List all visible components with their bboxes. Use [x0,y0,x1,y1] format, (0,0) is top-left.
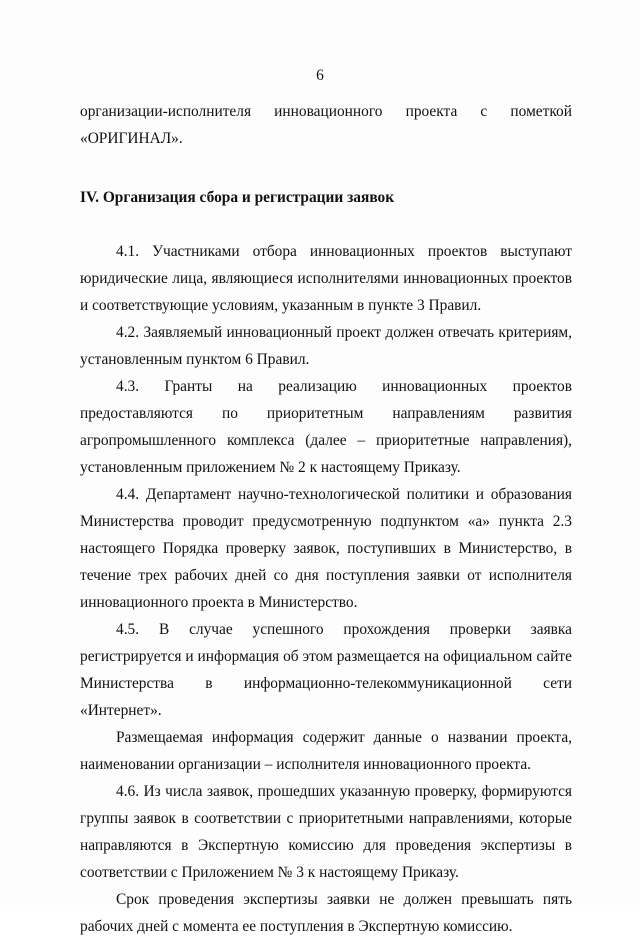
paragraph-4-6: 4.6. Из числа заявок, прошедших указанную проверку, формируются группы заявок в соответствии с приоритетными направлениями, которые направляются в Экспертную комиссию для проведения экспертизы в соответствии с Приложением № 3 к настоящему Приказу. [80,783,572,881]
paragraph-4-4: 4.4. Департамент научно-технологической политики и образования Министерства проводит предусмотренную подпунктом «а» пункта 2.3 настоящего Порядка проверку заявок, поступивших в Министерство, в течение трех рабочих дней со дня поступления заявки от исполнителя инновационного проекта в Министерство. [80,486,572,611]
paragraph-4-1: 4.1. Участниками отбора инновационных проектов выступают юридические лица, являющиеся исполнителями инновационных проектов и соответствующие условиям, указанным в пункте 3 Правил. [80,243,572,314]
document-body [80,98,572,940]
section-heading: IV. Организация сбора и регистрации заявок [80,189,395,206]
paragraph-4-6-term: Срок проведения экспертизы заявки не должен превышать пять рабочих дней с момента ее поступления в Экспертную комиссию. [80,891,572,935]
paragraph-4-3: 4.3. Гранты на реализацию инновационных проектов предоставляются по приоритетным направлениям развития агропромышленного комплекса (далее – приоритетные направления), установленным приложением № 2 к настоящему Приказу. [80,378,572,476]
paragraph-4-5: 4.5. В случае успешного прохождения проверки заявка регистрируется и информация об этом размещается на официальном сайте Министерства в информационно-телекоммуникационной сети «Интернет». [80,621,572,719]
paragraph-4-5-info: Размещаемая информация содержит данные о названии проекта, наименовании организации – исполнителя инновационного проекта. [80,729,572,773]
page-number: 6 [316,67,324,84]
intro-paragraph: организации-исполнителя инновационного проекта с пометкой «ОРИГИНАЛ». [80,103,572,147]
paragraph-4-2: 4.2. Заявляемый инновационный проект должен отвечать критериям, установленным пунктом 6 Правил. [80,324,572,368]
